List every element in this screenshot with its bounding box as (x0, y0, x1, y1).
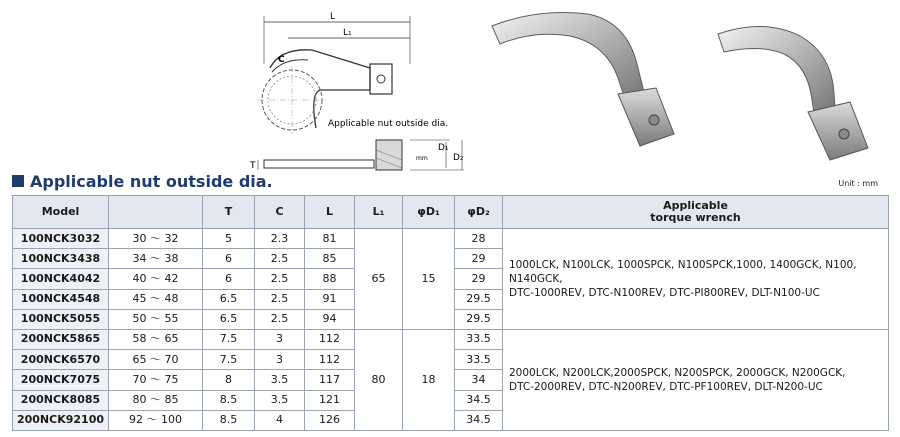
cell-range: 34 ～ 38 (109, 249, 203, 269)
wrench-list-line: 1000LCK, N100LCK, 1000SPCK, N100SPCK,1000, 1400GCK, N100, N140GCK, (509, 258, 857, 285)
cell-range: 40 ～ 42 (109, 269, 203, 289)
cell-l: 121 (305, 390, 355, 410)
dim-t-label: T (250, 161, 256, 171)
wrench-list-line: DTC-2000REV, DTC-N200REV, DTC-PF100REV, DLT-N200-UC (509, 380, 823, 393)
cell-l: 94 (305, 309, 355, 329)
dim-l1-label: L₁ (343, 28, 352, 38)
cell-d2: 29 (455, 269, 503, 289)
cell-l: 117 (305, 370, 355, 390)
cell-c: 2.5 (255, 269, 305, 289)
cell-range: 58 ～ 65 (109, 329, 203, 349)
cell-l1-group1: 65 (355, 229, 403, 330)
cell-l: 85 (305, 249, 355, 269)
header-l: L (305, 196, 355, 229)
cell-l: 81 (305, 229, 355, 249)
header-model: Model (13, 196, 109, 229)
cell-t: 6 (203, 249, 255, 269)
cell-l: 112 (305, 350, 355, 370)
cell-d2: 29.5 (455, 289, 503, 309)
section-title: Applicable nut outside dia. (30, 171, 273, 191)
cell-d2: 29 (455, 249, 503, 269)
cell-d2: 34.5 (455, 410, 503, 430)
cell-l: 91 (305, 289, 355, 309)
table-row (13, 329, 889, 349)
cell-d2: 29.5 (455, 309, 503, 329)
cell-c: 3.5 (255, 370, 305, 390)
cell-model: 100NCK3032 (13, 229, 109, 249)
cell-t: 7.5 (203, 329, 255, 349)
cell-d2: 28 (455, 229, 503, 249)
product-photo (478, 8, 898, 184)
cell-c: 2.3 (255, 229, 305, 249)
cell-model: 100NCK4548 (13, 289, 109, 309)
cell-t: 8 (203, 370, 255, 390)
unit-note: Unit : mm (838, 179, 878, 188)
cell-range: 65 ～ 70 (109, 350, 203, 370)
dim-l-label: L (330, 12, 336, 22)
cell-wrench-group2 (503, 329, 889, 430)
dim-mm-label: mm (416, 155, 428, 162)
cell-wrench-group1 (503, 229, 889, 330)
cell-t: 7.5 (203, 350, 255, 370)
cell-d2: 34.5 (455, 390, 503, 410)
cell-c: 3.5 (255, 390, 305, 410)
cell-t: 6.5 (203, 289, 255, 309)
cell-c: 4 (255, 410, 305, 430)
table-row (13, 229, 889, 249)
header-l1: L₁ (355, 196, 403, 229)
spec-table (12, 195, 889, 431)
cell-d2: 34 (455, 370, 503, 390)
cell-d1-group2: 18 (403, 329, 455, 430)
cell-range: 50 ～ 55 (109, 309, 203, 329)
cell-range: 70 ～ 75 (109, 370, 203, 390)
wrench-schematic (250, 8, 468, 178)
dim-d1-label: D₁ (438, 143, 449, 153)
cell-model: 200NCK8085 (13, 390, 109, 410)
header-range (109, 196, 203, 229)
cell-model: 200NCK7075 (13, 370, 109, 390)
cell-range: 80 ～ 85 (109, 390, 203, 410)
cell-range: 45 ～ 48 (109, 289, 203, 309)
technical-drawing (250, 8, 468, 178)
cell-l: 88 (305, 269, 355, 289)
cell-t: 6.5 (203, 309, 255, 329)
hook-wrench-illustration (478, 8, 898, 184)
cell-d2: 33.5 (455, 350, 503, 370)
cell-l1-group2: 80 (355, 329, 403, 430)
table-header-row (13, 196, 889, 229)
cell-c: 2.5 (255, 289, 305, 309)
header-d1: φD₁ (403, 196, 455, 229)
header-c: C (255, 196, 305, 229)
cell-t: 5 (203, 229, 255, 249)
cell-t: 8.5 (203, 390, 255, 410)
cell-model: 200NCK92100 (13, 410, 109, 430)
section-heading (12, 170, 273, 192)
cell-model: 200NCK6570 (13, 350, 109, 370)
cell-model: 100NCK5055 (13, 309, 109, 329)
cell-c: 3 (255, 329, 305, 349)
cell-range: 30 ～ 32 (109, 229, 203, 249)
header-wrench (503, 196, 889, 229)
cell-l: 126 (305, 410, 355, 430)
cell-c: 2.5 (255, 249, 305, 269)
cell-range: 92 ～ 100 (109, 410, 203, 430)
cell-l: 112 (305, 329, 355, 349)
heading-square-icon (12, 175, 24, 187)
header-t: T (203, 196, 255, 229)
cell-c: 2.5 (255, 309, 305, 329)
cell-d2: 33.5 (455, 329, 503, 349)
header-wrench-line1: Applicable (663, 198, 728, 212)
cell-t: 6 (203, 269, 255, 289)
wrench-list-line: 2000LCK, N200LCK,2000SPCK, N200SPCK, 2000GCK, N200GCK, (509, 366, 846, 379)
cell-t: 8.5 (203, 410, 255, 430)
cell-model: 100NCK3438 (13, 249, 109, 269)
nut-caption: Applicable nut outside dia. (328, 119, 449, 129)
dim-d2-label: D₂ (453, 153, 464, 163)
wrench-list-line: DTC-1000REV, DTC-N100REV, DTC-PI800REV, DLT-N100-UC (509, 287, 820, 300)
header-d2: φD₂ (455, 196, 503, 229)
cell-d1-group1: 15 (403, 229, 455, 330)
header-wrench-line2: torque wrench (650, 211, 741, 224)
cell-model: 100NCK4042 (13, 269, 109, 289)
cell-model: 200NCK5865 (13, 329, 109, 349)
dim-c-label: C (278, 55, 285, 65)
cell-c: 3 (255, 350, 305, 370)
